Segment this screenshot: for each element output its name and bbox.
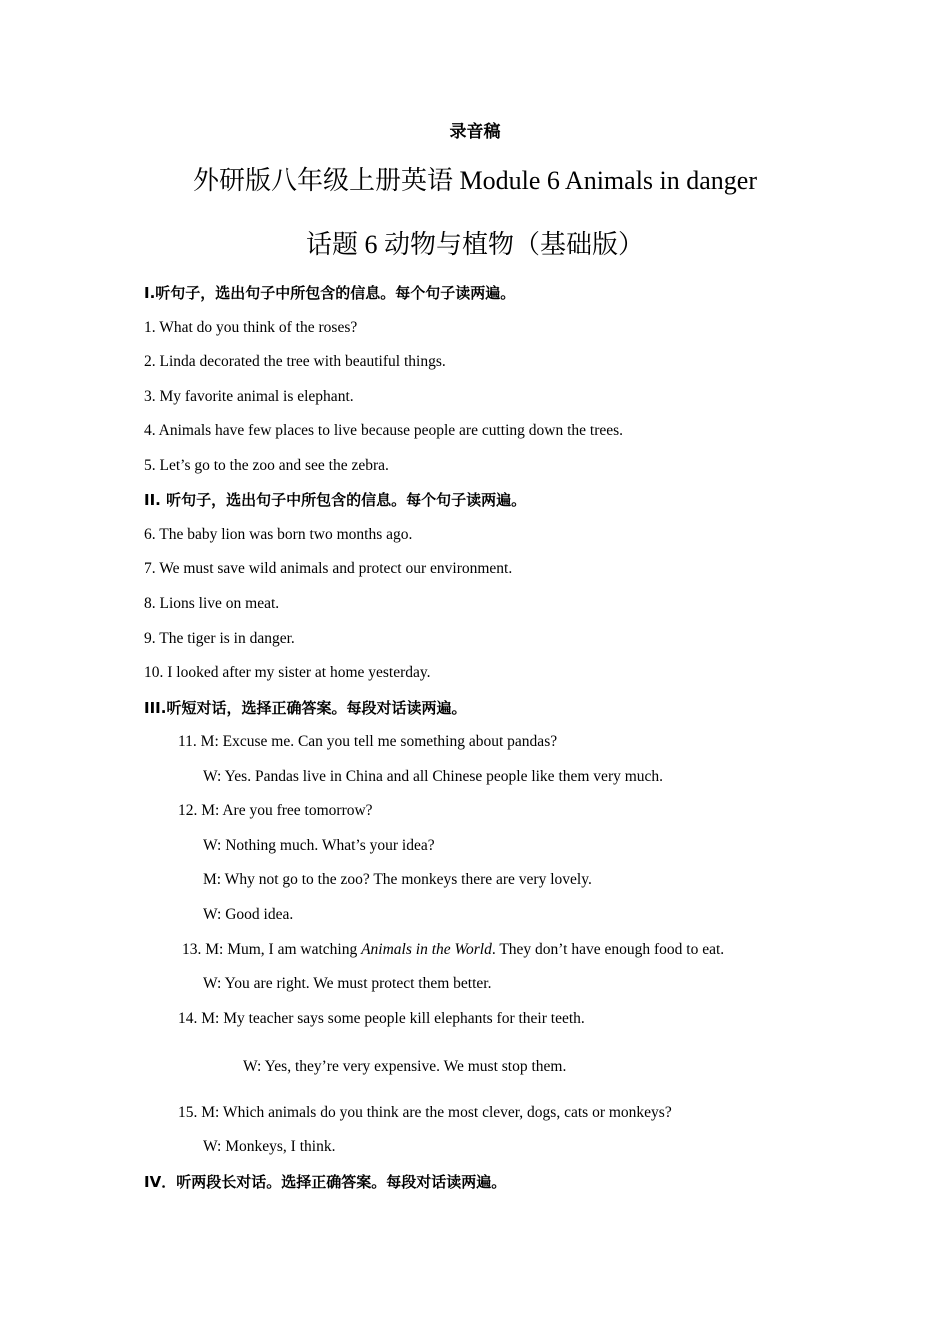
dialogue-line: W: Yes, they’re very expensive. We must stop them. xyxy=(243,1058,567,1075)
sentence-item: 1. What do you think of the roses? xyxy=(144,319,358,336)
sentence-item: 8. Lions live on meat. xyxy=(144,595,280,612)
dialogue-line: 11. M: Excuse me. Can you tell me something about pandas? xyxy=(178,733,558,750)
dialogue-line: W: Monkeys, I think. xyxy=(203,1138,336,1155)
dialogue-text: . They don’t have enough food to eat. xyxy=(491,941,725,958)
dialogue-line: 14. M: My teacher says some people kill elephants for their teeth. xyxy=(178,1010,585,1027)
dialogue-line: W: Good idea. xyxy=(203,906,294,923)
page-subtitle: 话题 6 动物与植物（基础版） xyxy=(305,230,644,259)
section-2-heading: II. 听句子，选出句子中所包含的信息。每个句子读两遍。 xyxy=(144,491,527,509)
sentence-item: 10. I looked after my sister at home yesterday. xyxy=(144,664,431,681)
program-title: Animals in the World xyxy=(361,941,492,958)
dialogue-line: W: You are right. We must protect them better. xyxy=(203,975,492,992)
dialogue-line: W: Nothing much. What’s your idea? xyxy=(203,837,435,854)
sentence-item: 9. The tiger is in danger. xyxy=(144,630,295,647)
transcript-label: 录音稿 xyxy=(449,122,501,142)
section-3-heading: III.听短对话，选择正确答案。每段对话读两遍。 xyxy=(144,699,467,717)
section-4-heading: IV．听两段长对话。选择正确答案。每段对话读两遍。 xyxy=(144,1173,507,1191)
sentence-item: 5. Let’s go to the zoo and see the zebra. xyxy=(144,457,389,474)
dialogue-line: W: Yes. Pandas live in China and all Chinese people like them very much. xyxy=(203,768,664,785)
dialogue-line: 12. M: Are you free tomorrow? xyxy=(178,802,373,819)
sentence-item: 3. My favorite animal is elephant. xyxy=(144,388,354,405)
dialogue-line: M: Why not go to the zoo? The monkeys there are very lovely. xyxy=(203,871,592,888)
dialogue-line xyxy=(182,940,724,960)
page-title: 外研版八年级上册英语 Module 6 Animals in danger xyxy=(192,166,757,195)
sentence-item: 4. Animals have few places to live because people are cutting down the trees. xyxy=(144,422,624,439)
section-1-heading: I.听句子，选出句子中所包含的信息。每个句子读两遍。 xyxy=(144,284,516,302)
sentence-item: 6. The baby lion was born two months ago. xyxy=(144,526,413,543)
dialogue-line: 15. M: Which animals do you think are the most clever, dogs, cats or monkeys? xyxy=(178,1104,672,1121)
dialogue-text: 13. M: Mum, I am watching xyxy=(182,941,362,958)
sentence-item: 7. We must save wild animals and protect our environment. xyxy=(144,560,513,577)
sentence-item: 2. Linda decorated the tree with beautiful things. xyxy=(144,353,446,370)
